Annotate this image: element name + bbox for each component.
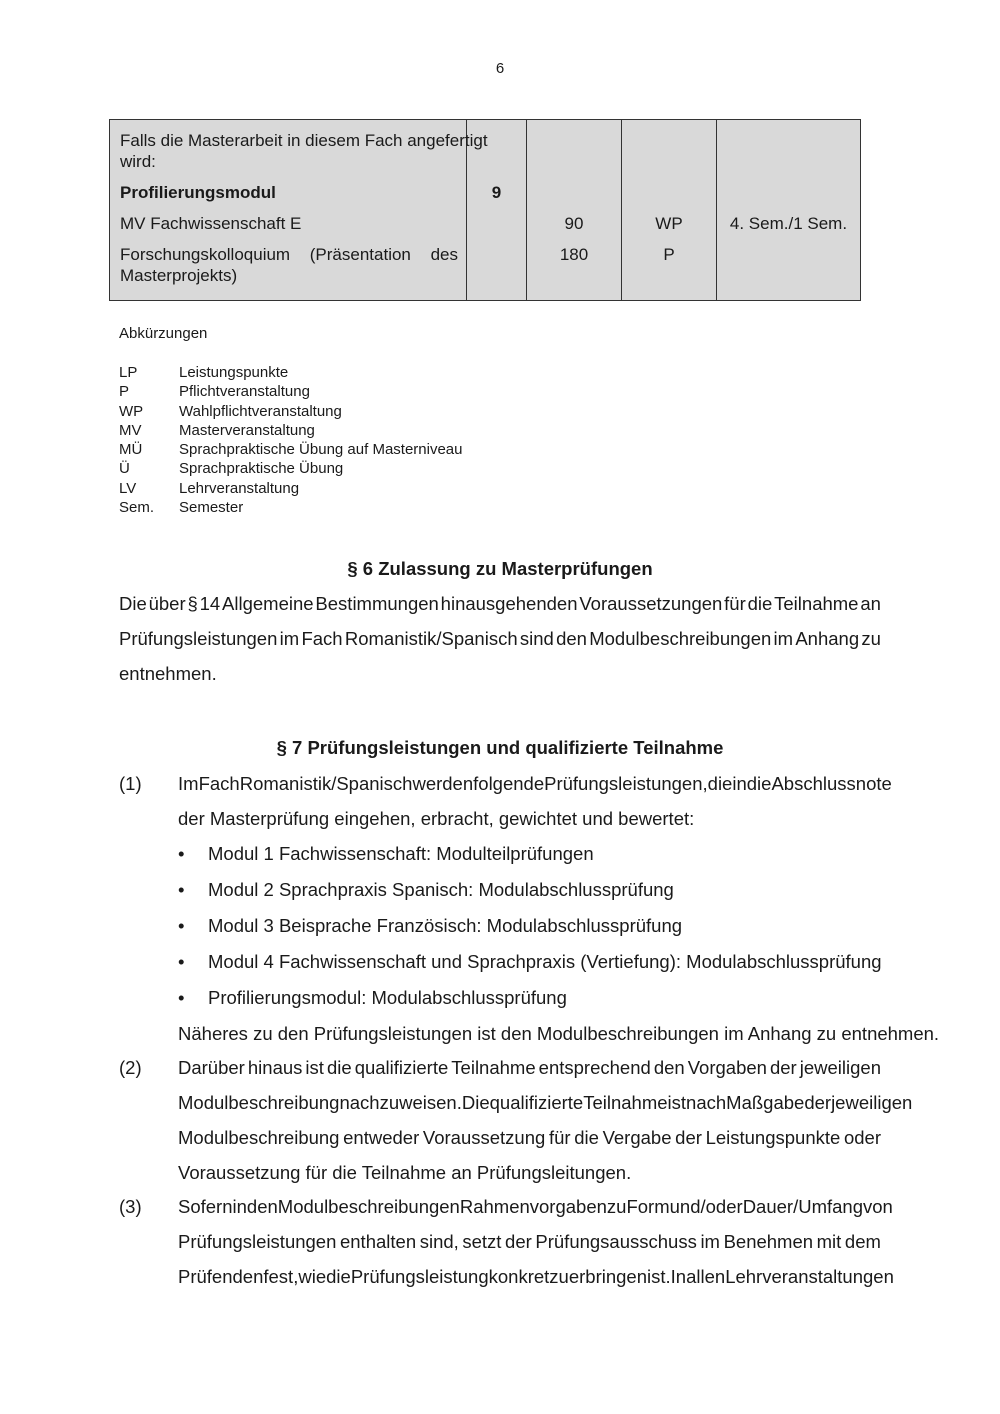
paragraph-number: (1) — [119, 773, 142, 794]
paragraph-line: Modulbeschreibung nachzuweisen. Die qualifizierte Teilnahme ist nach Maßgabe der jeweiligen — [178, 1092, 913, 1113]
paragraph-line: Sofern in den Modulbeschreibungen Rahmenvorgaben zu Form und/oder Dauer/Umfang von — [178, 1196, 893, 1217]
bullet-icon: • — [178, 951, 185, 972]
module-lp: 9 — [491, 183, 502, 202]
table-intro-line: Falls die Masterarbeit in diesem Fach angefertigt — [120, 131, 488, 150]
abbreviation-key: P — [119, 383, 130, 401]
course-name-line2: Masterprojekts) — [120, 266, 238, 285]
abbreviation-key: LV — [119, 479, 137, 497]
page-number: 6 — [495, 60, 505, 77]
abbreviation-key: MV — [119, 421, 142, 439]
abbreviation-item — [119, 459, 463, 478]
abbreviation-item — [119, 479, 463, 498]
paragraph-line: Voraussetzung für die Teilnahme an Prüfungsleitungen. — [178, 1162, 632, 1183]
workload-cell — [527, 120, 622, 301]
course-workload: 90 — [564, 214, 584, 233]
module-table — [109, 119, 861, 301]
section-6-title: § 6 Zulassung zu Masterprüfungen — [347, 558, 653, 579]
abbreviation-value: Pflichtveranstaltung — [179, 383, 310, 401]
bullet-icon: • — [178, 987, 185, 1008]
bullet-icon: • — [178, 843, 185, 864]
section-6-paragraph — [119, 586, 881, 691]
abbreviation-key: WP — [119, 402, 144, 420]
abbreviation-key: MÜ — [119, 441, 143, 459]
abbreviation-value: Sprachpraktische Übung auf Masterniveau — [179, 441, 463, 459]
abbreviation-value: Sprachpraktische Übung — [179, 460, 344, 478]
course-name-part: des — [430, 245, 458, 264]
lp-cell — [467, 120, 527, 301]
course-workload: 180 — [559, 245, 589, 264]
list-item — [178, 836, 881, 872]
course-type: WP — [655, 214, 683, 233]
abbreviations-heading: Abkürzungen — [119, 325, 208, 342]
course-name — [120, 244, 458, 265]
paragraph-line: der Masterprüfung eingehen, erbracht, gewichtet und bewertet: — [178, 808, 695, 829]
paragraph-line: Näheres zu den Prüfungsleistungen ist den Modulbeschreibungen im Anhang zu entnehmen. — [178, 1023, 940, 1044]
abbreviation-value: Wahlpflichtveranstaltung — [179, 402, 342, 420]
semester-cell — [717, 120, 861, 301]
list-item — [178, 908, 881, 944]
course-name: MV Fachwissenschaft E — [120, 214, 302, 233]
list-item-text: Modul 3 Beisprache Französisch: Modulabschlussprüfung — [208, 915, 683, 936]
course-name-part: (Präsentation — [309, 245, 411, 264]
paragraph-line: Prüfungsleistungen enthalten sind, setzt der Prüfungsausschuss im Benehmen mit dem — [178, 1231, 881, 1252]
abbreviations-list — [119, 363, 463, 517]
list-item-text: Modul 2 Sprachpraxis Spanisch: Modulabschlussprüfung — [208, 879, 674, 900]
abbreviation-key: Ü — [119, 460, 130, 478]
list-item — [178, 980, 881, 1016]
paragraph-number: (3) — [119, 1196, 142, 1217]
abbreviation-item — [119, 498, 463, 517]
paragraph-line: entnehmen. — [119, 663, 217, 684]
course-type: P — [663, 245, 675, 264]
abbreviation-value: Masterveranstaltung — [179, 421, 315, 439]
abbreviation-value: Leistungspunkte — [179, 364, 289, 381]
type-cell — [622, 120, 717, 301]
bullet-icon: • — [178, 915, 185, 936]
section-7-title: § 7 Prüfungsleistungen und qualifizierte Teilnahme — [276, 737, 724, 758]
bullet-icon: • — [178, 879, 185, 900]
course-semester: 4. Sem./1 Sem. — [729, 214, 848, 233]
abbreviation-value: Semester — [179, 499, 244, 517]
table-intro-line: wird: — [120, 152, 156, 171]
list-item — [178, 872, 881, 908]
abbreviation-key: Sem. — [119, 499, 155, 517]
abbreviation-item — [119, 421, 463, 440]
paragraph-line: Prüfenden fest, wie die Prüfungsleistung konkret zu erbringen ist. In allen Lehrveranstaltungen — [178, 1266, 894, 1287]
abbreviation-key: LP — [119, 364, 138, 381]
abbreviation-item — [119, 363, 463, 382]
list-item-text: Modul 1 Fachwissenschaft: Modulteilprüfungen — [208, 843, 594, 864]
list-item-text: Profilierungsmodul: Modulabschlussprüfung — [208, 987, 567, 1008]
paragraph-line: Darüber hinaus ist die qualifizierte Teilnahme entsprechend den Vorgaben der jeweiligen — [178, 1057, 881, 1078]
module-name: Profilierungsmodul — [120, 183, 276, 202]
paragraph-line: Prüfungsleistungen im Fach Romanistik/Spanisch sind den Modulbeschreibungen im Anhang zu — [119, 628, 881, 649]
abbreviation-item — [119, 440, 463, 459]
list-item-text: Modul 4 Fachwissenschaft und Sprachpraxis (Vertiefung): Modulabschlussprüfung — [208, 951, 882, 972]
abbreviation-value: Lehrveranstaltung — [179, 479, 300, 497]
module-cell — [110, 120, 488, 301]
paragraph-number: (2) — [119, 1057, 142, 1078]
list-item — [178, 944, 881, 980]
course-name-part: Forschungskolloquium — [120, 245, 291, 264]
abbreviation-item — [119, 402, 463, 421]
paragraph-line: Die über § 14 Allgemeine Bestimmungen hinausgehenden Voraussetzungen für die Teilnahme an — [119, 593, 881, 614]
paragraph-line: Im Fach Romanistik/Spanisch werden folgende Prüfungsleistungen, die in die Abschlussnote — [178, 773, 892, 794]
abbreviation-item — [119, 382, 463, 401]
paragraph-line: Modulbeschreibung entweder Voraussetzung für die Vergabe der Leistungspunkte oder — [178, 1127, 881, 1148]
